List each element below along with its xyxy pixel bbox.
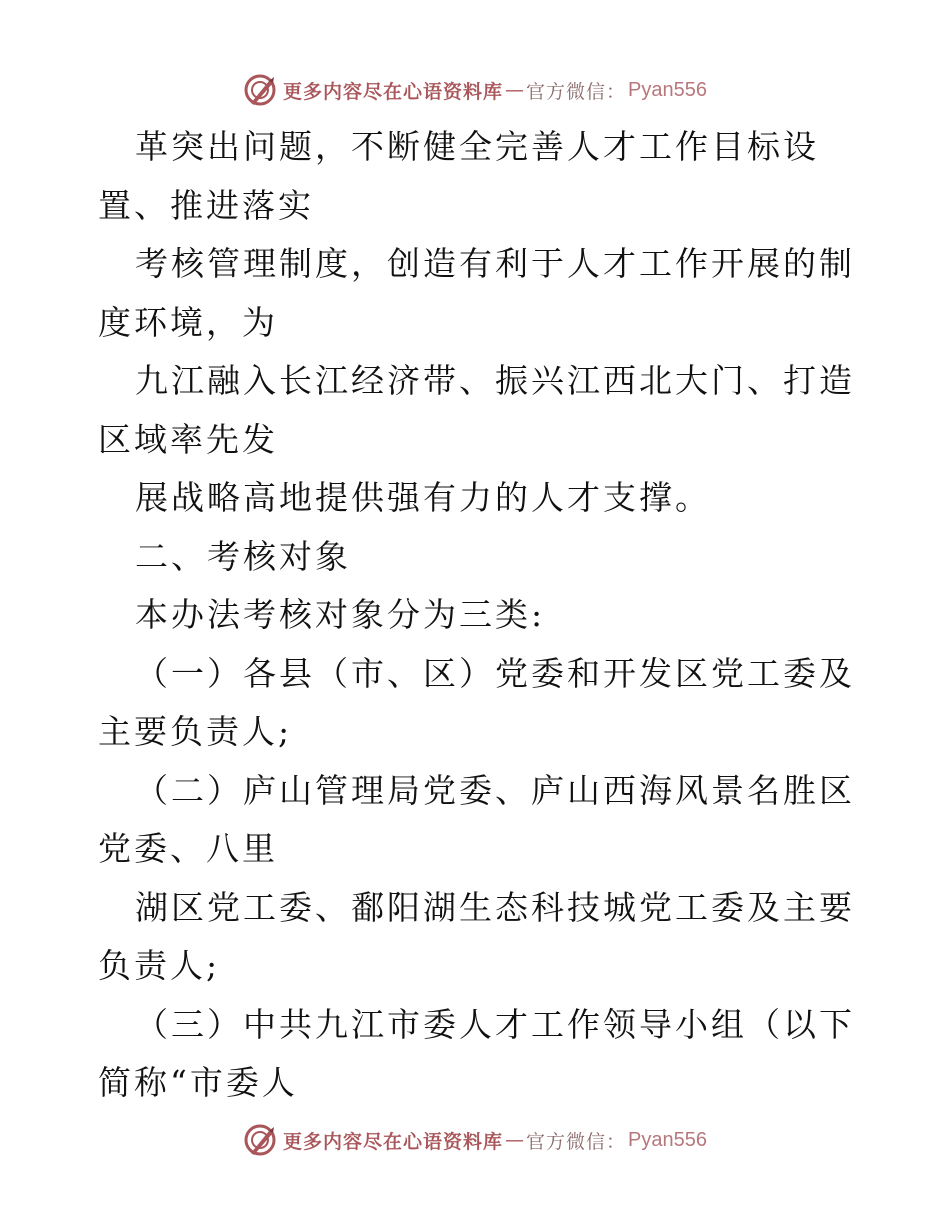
banner-title: 更多内容尽在心语资料库 — [283, 80, 504, 103]
section-heading: 二、考核对象 — [135, 536, 351, 576]
header-banner — [0, 70, 950, 110]
document-body — [98, 118, 858, 1113]
pen-logo-icon — [243, 1123, 277, 1157]
banner-wechat-label: 官方微信： — [526, 80, 627, 103]
paragraph-5: 本办法考核对象分为三类: — [135, 595, 546, 634]
paragraph-1: 革突出问题，不断健全完善人才工作目标设置、推进落实 — [98, 127, 819, 225]
paragraph-2: 考核管理制度，创造有利于人才工作开展的制度环境，为 — [98, 244, 855, 342]
list-item-1: （一）各县（市、区）党委和开发区党工委及主要负责人; — [98, 653, 855, 751]
pen-logo-icon — [243, 73, 277, 107]
banner-wechat-handle: Pyan556 — [628, 1128, 707, 1151]
paragraph-4: 展战略高地提供强有力的人才支撑。 — [135, 478, 711, 517]
list-item-2b: 湖区党工委、鄱阳湖生态科技城党工委及主要负责人; — [98, 887, 855, 985]
banner-separator: — — [505, 79, 525, 101]
paragraph-3: 九江融入长江经济带、振兴江西北大门、打造区域率先发 — [98, 361, 855, 459]
banner-separator: — — [505, 1129, 525, 1151]
list-item-3: （三）中共九江市委人才工作领导小组（以下简称“市委人 — [98, 1004, 855, 1102]
banner-title: 更多内容尽在心语资料库 — [283, 1130, 504, 1153]
footer-banner — [0, 1120, 950, 1160]
banner-wechat-handle: Pyan556 — [628, 78, 707, 101]
banner-wechat-label: 官方微信： — [526, 1130, 627, 1153]
list-item-2a: （二）庐山管理局党委、庐山西海风景名胜区党委、八里 — [98, 770, 855, 868]
